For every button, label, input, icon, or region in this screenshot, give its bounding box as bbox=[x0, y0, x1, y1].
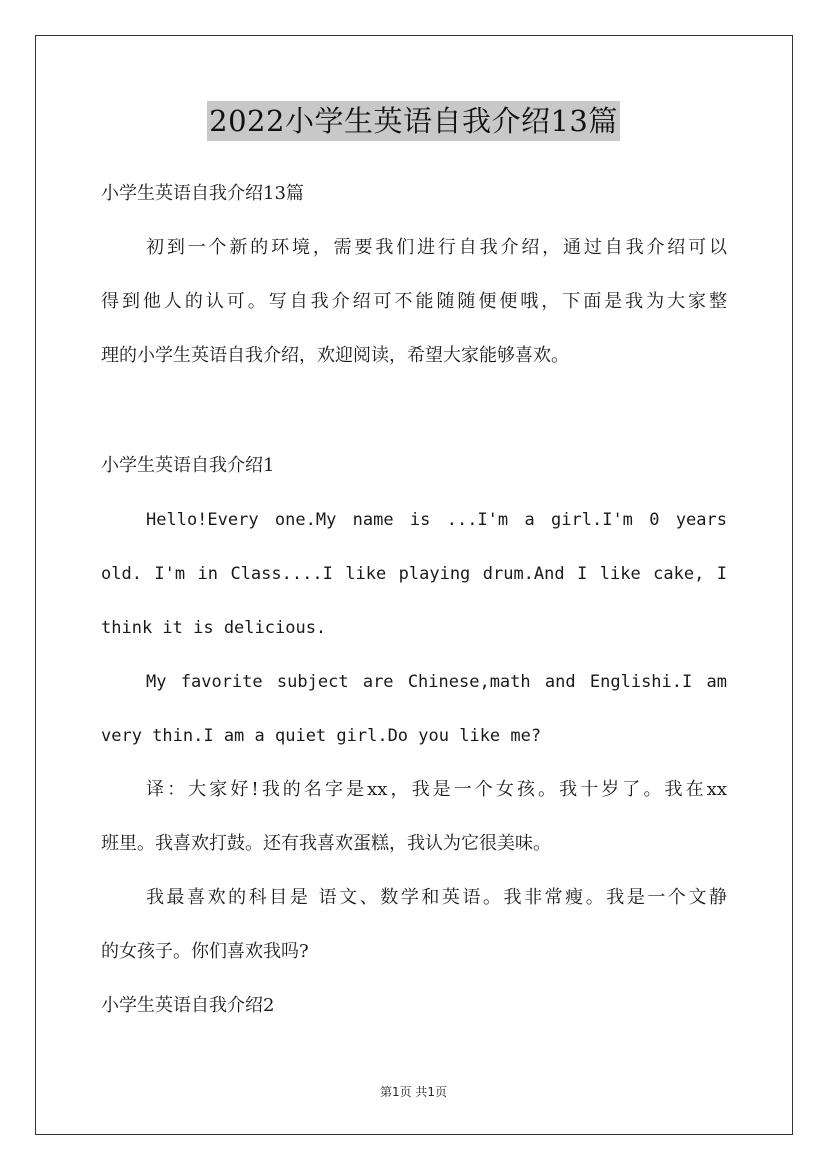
title-container bbox=[0, 101, 827, 141]
intro-line: 初到一个新的环境，需要我们进行自我介绍，通过自我介绍可以 bbox=[146, 237, 727, 258]
intro-line: 得到他人的认可。写自我介绍可不能随随便便哦，下面是我为大家整 bbox=[101, 291, 727, 312]
english-paragraph-line: My favorite subject are Chinese,math and Englishi.I am bbox=[146, 672, 727, 692]
intro-line: 理的小学生英语自我介绍，欢迎阅读，希望大家能够喜欢。 bbox=[101, 345, 569, 366]
english-paragraph-line: think it is delicious. bbox=[101, 618, 327, 638]
translation-line: 的女孩子。你们喜欢我吗? bbox=[101, 941, 309, 962]
translation-line: 班里。我喜欢打鼓。还有我喜欢蛋糕，我认为它很美味。 bbox=[101, 833, 551, 854]
english-paragraph-line: Hello!Every one.My name is ...I'm a girl.I'm 0 years bbox=[146, 510, 727, 530]
translation-line: 译：大家好!我的名字是xx，我是一个女孩。我十岁了。我在xx bbox=[146, 779, 727, 800]
page-number: 第1页 共1页 bbox=[379, 1085, 448, 1099]
section-heading: 小学生英语自我介绍1 bbox=[101, 455, 275, 476]
english-paragraph-line: very thin.I am a quiet girl.Do you like me? bbox=[101, 726, 542, 746]
translation-line: 我最喜欢的科目是 语文、数学和英语。我非常瘦。我是一个文静 bbox=[146, 887, 727, 908]
section-heading: 小学生英语自我介绍2 bbox=[101, 995, 275, 1016]
english-paragraph-line: old. I'm in Class....I like playing drum.And I like cake, I bbox=[101, 564, 727, 584]
document-title: 2022小学生英语自我介绍13篇 bbox=[207, 101, 620, 141]
document-subtitle: 小学生英语自我介绍13篇 bbox=[101, 183, 304, 204]
